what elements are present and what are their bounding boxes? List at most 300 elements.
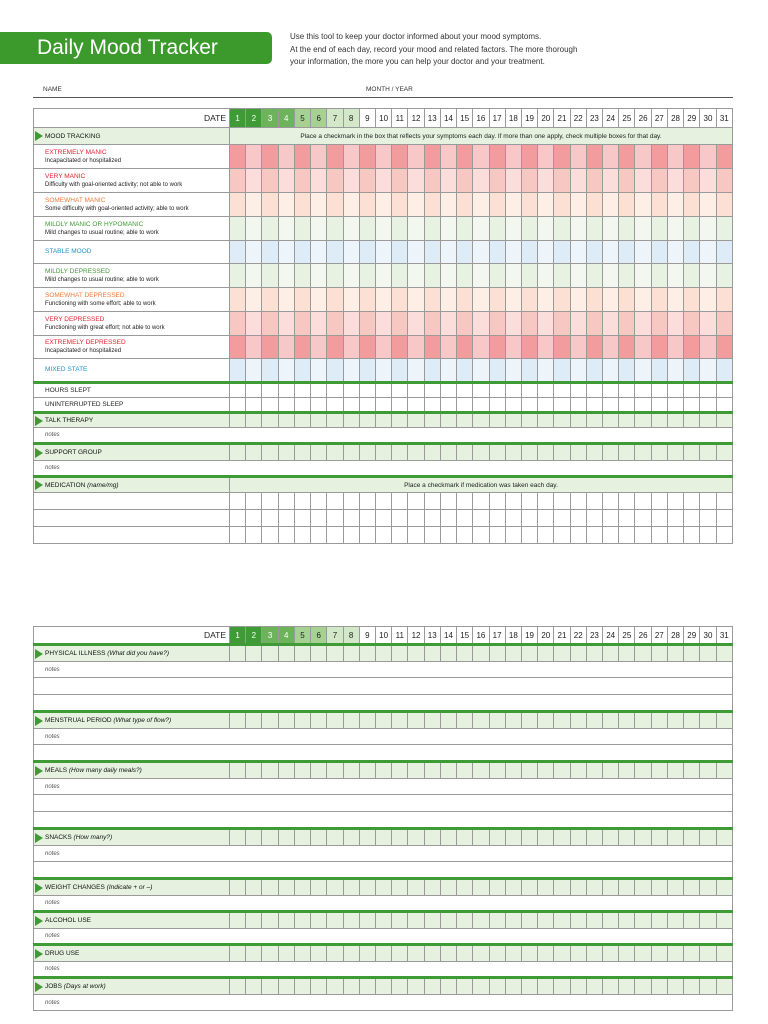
day-checkbox[interactable] xyxy=(521,829,537,846)
day-checkbox[interactable] xyxy=(716,945,732,962)
mood-checkbox[interactable] xyxy=(359,264,375,288)
mood-checkbox[interactable] xyxy=(505,336,521,359)
day-checkbox[interactable] xyxy=(424,879,440,896)
mood-checkbox[interactable] xyxy=(489,264,505,288)
day-checkbox[interactable] xyxy=(392,879,408,896)
day-checkbox[interactable] xyxy=(473,879,489,896)
mood-checkbox[interactable] xyxy=(716,193,732,217)
day-checkbox[interactable] xyxy=(408,493,424,510)
day-checkbox[interactable] xyxy=(521,527,537,544)
day-checkbox[interactable] xyxy=(327,510,343,527)
mood-checkbox[interactable] xyxy=(505,193,521,217)
mood-checkbox[interactable] xyxy=(521,288,537,312)
mood-checkbox[interactable] xyxy=(570,264,586,288)
day-checkbox[interactable] xyxy=(473,493,489,510)
day-checkbox[interactable] xyxy=(278,527,294,544)
day-checkbox[interactable] xyxy=(359,945,375,962)
day-checkbox[interactable] xyxy=(570,413,586,428)
day-checkbox[interactable] xyxy=(327,978,343,995)
day-checkbox[interactable] xyxy=(716,879,732,896)
mood-checkbox[interactable] xyxy=(327,169,343,193)
mood-checkbox[interactable] xyxy=(684,336,700,359)
day-checkbox[interactable] xyxy=(392,829,408,846)
day-checkbox[interactable] xyxy=(684,493,700,510)
mood-checkbox[interactable] xyxy=(392,336,408,359)
mood-checkbox[interactable] xyxy=(586,312,602,336)
mood-checkbox[interactable] xyxy=(473,169,489,193)
day-checkbox[interactable] xyxy=(684,712,700,729)
mood-checkbox[interactable] xyxy=(505,359,521,383)
notes-field[interactable] xyxy=(34,862,733,879)
day-checkbox[interactable] xyxy=(294,978,310,995)
day-checkbox[interactable] xyxy=(294,829,310,846)
mood-checkbox[interactable] xyxy=(359,241,375,264)
day-checkbox[interactable] xyxy=(505,444,521,461)
day-checkbox[interactable] xyxy=(570,510,586,527)
mood-checkbox[interactable] xyxy=(408,359,424,383)
mood-checkbox[interactable] xyxy=(489,217,505,241)
day-checkbox[interactable] xyxy=(262,444,278,461)
day-checkbox[interactable] xyxy=(716,712,732,729)
mood-checkbox[interactable] xyxy=(230,241,246,264)
day-checkbox[interactable] xyxy=(230,383,246,398)
mood-checkbox[interactable] xyxy=(619,217,635,241)
day-checkbox[interactable] xyxy=(392,383,408,398)
mood-checkbox[interactable] xyxy=(586,288,602,312)
mood-checkbox[interactable] xyxy=(294,241,310,264)
mood-checkbox[interactable] xyxy=(457,145,473,169)
day-checkbox[interactable] xyxy=(667,645,683,662)
day-checkbox[interactable] xyxy=(586,912,602,929)
day-checkbox[interactable] xyxy=(538,493,554,510)
day-checkbox[interactable] xyxy=(246,978,262,995)
day-checkbox[interactable] xyxy=(603,645,619,662)
mood-checkbox[interactable] xyxy=(684,312,700,336)
day-checkbox[interactable] xyxy=(343,879,359,896)
day-checkbox[interactable] xyxy=(700,945,716,962)
day-checkbox[interactable] xyxy=(473,444,489,461)
mood-checkbox[interactable] xyxy=(489,241,505,264)
mood-checkbox[interactable] xyxy=(278,217,294,241)
day-checkbox[interactable] xyxy=(651,510,667,527)
day-checkbox[interactable] xyxy=(262,912,278,929)
mood-checkbox[interactable] xyxy=(375,169,391,193)
mood-checkbox[interactable] xyxy=(505,288,521,312)
day-checkbox[interactable] xyxy=(278,645,294,662)
day-checkbox[interactable] xyxy=(375,879,391,896)
day-checkbox[interactable] xyxy=(635,879,651,896)
mood-checkbox[interactable] xyxy=(651,217,667,241)
day-checkbox[interactable] xyxy=(327,493,343,510)
day-checkbox[interactable] xyxy=(538,978,554,995)
day-checkbox[interactable] xyxy=(457,762,473,779)
mood-checkbox[interactable] xyxy=(246,312,262,336)
day-checkbox[interactable] xyxy=(457,510,473,527)
day-checkbox[interactable] xyxy=(440,383,456,398)
day-checkbox[interactable] xyxy=(684,444,700,461)
day-checkbox[interactable] xyxy=(716,444,732,461)
day-checkbox[interactable] xyxy=(311,493,327,510)
mood-checkbox[interactable] xyxy=(278,241,294,264)
mood-checkbox[interactable] xyxy=(359,359,375,383)
day-checkbox[interactable] xyxy=(538,527,554,544)
day-checkbox[interactable] xyxy=(440,945,456,962)
day-checkbox[interactable] xyxy=(408,912,424,929)
mood-checkbox[interactable] xyxy=(586,193,602,217)
day-checkbox[interactable] xyxy=(635,978,651,995)
day-checkbox[interactable] xyxy=(619,762,635,779)
notes-field[interactable]: notes xyxy=(34,662,733,678)
mood-checkbox[interactable] xyxy=(230,288,246,312)
day-checkbox[interactable] xyxy=(651,398,667,413)
mood-checkbox[interactable] xyxy=(294,264,310,288)
day-checkbox[interactable] xyxy=(294,413,310,428)
mood-checkbox[interactable] xyxy=(635,145,651,169)
day-checkbox[interactable] xyxy=(651,444,667,461)
day-checkbox[interactable] xyxy=(684,645,700,662)
mood-checkbox[interactable] xyxy=(375,312,391,336)
mood-checkbox[interactable] xyxy=(603,336,619,359)
mood-checkbox[interactable] xyxy=(521,217,537,241)
mood-checkbox[interactable] xyxy=(716,264,732,288)
day-checkbox[interactable] xyxy=(505,510,521,527)
mood-checkbox[interactable] xyxy=(278,193,294,217)
day-checkbox[interactable] xyxy=(489,829,505,846)
mood-checkbox[interactable] xyxy=(294,169,310,193)
day-checkbox[interactable] xyxy=(619,510,635,527)
day-checkbox[interactable] xyxy=(667,945,683,962)
day-checkbox[interactable] xyxy=(457,398,473,413)
day-checkbox[interactable] xyxy=(424,762,440,779)
day-checkbox[interactable] xyxy=(311,978,327,995)
day-checkbox[interactable] xyxy=(457,879,473,896)
day-checkbox[interactable] xyxy=(635,527,651,544)
day-checkbox[interactable] xyxy=(538,829,554,846)
day-checkbox[interactable] xyxy=(505,712,521,729)
day-checkbox[interactable] xyxy=(538,444,554,461)
day-checkbox[interactable] xyxy=(408,762,424,779)
mood-checkbox[interactable] xyxy=(424,312,440,336)
day-checkbox[interactable] xyxy=(716,493,732,510)
day-checkbox[interactable] xyxy=(392,398,408,413)
mood-checkbox[interactable] xyxy=(440,312,456,336)
day-checkbox[interactable] xyxy=(716,413,732,428)
day-checkbox[interactable] xyxy=(554,712,570,729)
mood-checkbox[interactable] xyxy=(489,145,505,169)
mood-checkbox[interactable] xyxy=(570,217,586,241)
mood-checkbox[interactable] xyxy=(457,264,473,288)
mood-checkbox[interactable] xyxy=(570,359,586,383)
mood-checkbox[interactable] xyxy=(473,264,489,288)
day-checkbox[interactable] xyxy=(538,645,554,662)
mood-checkbox[interactable] xyxy=(440,288,456,312)
day-checkbox[interactable] xyxy=(521,383,537,398)
day-checkbox[interactable] xyxy=(651,762,667,779)
mood-checkbox[interactable] xyxy=(586,264,602,288)
mood-checkbox[interactable] xyxy=(570,193,586,217)
day-checkbox[interactable] xyxy=(311,762,327,779)
day-checkbox[interactable] xyxy=(311,879,327,896)
mood-checkbox[interactable] xyxy=(684,359,700,383)
day-checkbox[interactable] xyxy=(700,712,716,729)
mood-checkbox[interactable] xyxy=(667,264,683,288)
mood-checkbox[interactable] xyxy=(700,288,716,312)
mood-checkbox[interactable] xyxy=(570,312,586,336)
day-checkbox[interactable] xyxy=(294,444,310,461)
day-checkbox[interactable] xyxy=(651,413,667,428)
mood-checkbox[interactable] xyxy=(635,217,651,241)
day-checkbox[interactable] xyxy=(440,444,456,461)
mood-checkbox[interactable] xyxy=(440,336,456,359)
day-checkbox[interactable] xyxy=(375,762,391,779)
day-checkbox[interactable] xyxy=(359,978,375,995)
day-checkbox[interactable] xyxy=(262,829,278,846)
mood-checkbox[interactable] xyxy=(554,336,570,359)
day-checkbox[interactable] xyxy=(457,829,473,846)
mood-checkbox[interactable] xyxy=(343,336,359,359)
day-checkbox[interactable] xyxy=(489,978,505,995)
notes-field[interactable] xyxy=(34,695,733,712)
day-checkbox[interactable] xyxy=(294,762,310,779)
mood-checkbox[interactable] xyxy=(262,217,278,241)
mood-checkbox[interactable] xyxy=(635,193,651,217)
day-checkbox[interactable] xyxy=(473,645,489,662)
day-checkbox[interactable] xyxy=(554,383,570,398)
mood-checkbox[interactable] xyxy=(684,264,700,288)
day-checkbox[interactable] xyxy=(230,712,246,729)
day-checkbox[interactable] xyxy=(246,383,262,398)
mood-checkbox[interactable] xyxy=(440,145,456,169)
day-checkbox[interactable] xyxy=(619,912,635,929)
day-checkbox[interactable] xyxy=(570,383,586,398)
mood-checkbox[interactable] xyxy=(586,359,602,383)
day-checkbox[interactable] xyxy=(635,762,651,779)
mood-checkbox[interactable] xyxy=(392,359,408,383)
day-checkbox[interactable] xyxy=(554,829,570,846)
day-checkbox[interactable] xyxy=(554,912,570,929)
day-checkbox[interactable] xyxy=(667,383,683,398)
day-checkbox[interactable] xyxy=(651,978,667,995)
day-checkbox[interactable] xyxy=(343,978,359,995)
day-checkbox[interactable] xyxy=(440,645,456,662)
day-checkbox[interactable] xyxy=(473,945,489,962)
mood-checkbox[interactable] xyxy=(457,169,473,193)
day-checkbox[interactable] xyxy=(716,978,732,995)
day-checkbox[interactable] xyxy=(667,829,683,846)
mood-checkbox[interactable] xyxy=(570,145,586,169)
day-checkbox[interactable] xyxy=(570,978,586,995)
day-checkbox[interactable] xyxy=(554,945,570,962)
mood-checkbox[interactable] xyxy=(311,193,327,217)
day-checkbox[interactable] xyxy=(586,978,602,995)
mood-checkbox[interactable] xyxy=(619,145,635,169)
day-checkbox[interactable] xyxy=(586,398,602,413)
mood-checkbox[interactable] xyxy=(246,241,262,264)
day-checkbox[interactable] xyxy=(375,829,391,846)
mood-checkbox[interactable] xyxy=(262,359,278,383)
day-checkbox[interactable] xyxy=(262,510,278,527)
mood-checkbox[interactable] xyxy=(440,264,456,288)
day-checkbox[interactable] xyxy=(457,712,473,729)
mood-checkbox[interactable] xyxy=(505,217,521,241)
day-checkbox[interactable] xyxy=(457,444,473,461)
mood-checkbox[interactable] xyxy=(408,241,424,264)
day-checkbox[interactable] xyxy=(603,527,619,544)
day-checkbox[interactable] xyxy=(230,493,246,510)
mood-checkbox[interactable] xyxy=(538,359,554,383)
day-checkbox[interactable] xyxy=(716,398,732,413)
day-checkbox[interactable] xyxy=(230,762,246,779)
day-checkbox[interactable] xyxy=(684,510,700,527)
day-checkbox[interactable] xyxy=(684,912,700,929)
day-checkbox[interactable] xyxy=(667,712,683,729)
day-checkbox[interactable] xyxy=(440,413,456,428)
day-checkbox[interactable] xyxy=(554,762,570,779)
day-checkbox[interactable] xyxy=(294,945,310,962)
mood-checkbox[interactable] xyxy=(246,264,262,288)
day-checkbox[interactable] xyxy=(408,712,424,729)
day-checkbox[interactable] xyxy=(343,645,359,662)
day-checkbox[interactable] xyxy=(570,912,586,929)
day-checkbox[interactable] xyxy=(375,383,391,398)
mood-checkbox[interactable] xyxy=(408,169,424,193)
mood-checkbox[interactable] xyxy=(457,336,473,359)
day-checkbox[interactable] xyxy=(603,398,619,413)
day-checkbox[interactable] xyxy=(311,510,327,527)
day-checkbox[interactable] xyxy=(473,762,489,779)
day-checkbox[interactable] xyxy=(505,762,521,779)
day-checkbox[interactable] xyxy=(651,712,667,729)
mood-checkbox[interactable] xyxy=(327,193,343,217)
mood-checkbox[interactable] xyxy=(230,359,246,383)
day-checkbox[interactable] xyxy=(230,510,246,527)
mood-checkbox[interactable] xyxy=(294,312,310,336)
day-checkbox[interactable] xyxy=(570,444,586,461)
notes-field[interactable]: notes xyxy=(34,962,733,978)
mood-checkbox[interactable] xyxy=(311,359,327,383)
mood-checkbox[interactable] xyxy=(538,241,554,264)
mood-checkbox[interactable] xyxy=(570,169,586,193)
mood-checkbox[interactable] xyxy=(619,288,635,312)
mood-checkbox[interactable] xyxy=(603,217,619,241)
day-checkbox[interactable] xyxy=(424,912,440,929)
day-checkbox[interactable] xyxy=(359,879,375,896)
mood-checkbox[interactable] xyxy=(278,264,294,288)
day-checkbox[interactable] xyxy=(603,493,619,510)
day-checkbox[interactable] xyxy=(570,398,586,413)
day-checkbox[interactable] xyxy=(424,398,440,413)
day-checkbox[interactable] xyxy=(343,413,359,428)
mood-checkbox[interactable] xyxy=(505,145,521,169)
day-checkbox[interactable] xyxy=(651,493,667,510)
day-checkbox[interactable] xyxy=(262,978,278,995)
mood-checkbox[interactable] xyxy=(246,336,262,359)
day-checkbox[interactable] xyxy=(603,912,619,929)
day-checkbox[interactable] xyxy=(635,398,651,413)
notes-field[interactable]: notes xyxy=(34,896,733,912)
day-checkbox[interactable] xyxy=(457,383,473,398)
day-checkbox[interactable] xyxy=(521,398,537,413)
day-checkbox[interactable] xyxy=(246,645,262,662)
mood-checkbox[interactable] xyxy=(408,312,424,336)
day-checkbox[interactable] xyxy=(521,978,537,995)
day-checkbox[interactable] xyxy=(619,527,635,544)
mood-checkbox[interactable] xyxy=(554,264,570,288)
day-checkbox[interactable] xyxy=(408,978,424,995)
mood-checkbox[interactable] xyxy=(343,169,359,193)
day-checkbox[interactable] xyxy=(489,510,505,527)
notes-field[interactable]: notes xyxy=(34,779,733,795)
day-checkbox[interactable] xyxy=(700,413,716,428)
day-checkbox[interactable] xyxy=(538,762,554,779)
day-checkbox[interactable] xyxy=(359,444,375,461)
day-checkbox[interactable] xyxy=(489,493,505,510)
day-checkbox[interactable] xyxy=(457,493,473,510)
day-checkbox[interactable] xyxy=(684,978,700,995)
mood-checkbox[interactable] xyxy=(424,145,440,169)
day-checkbox[interactable] xyxy=(230,413,246,428)
mood-checkbox[interactable] xyxy=(716,241,732,264)
day-checkbox[interactable] xyxy=(635,912,651,929)
mood-checkbox[interactable] xyxy=(262,241,278,264)
mood-checkbox[interactable] xyxy=(667,169,683,193)
mood-checkbox[interactable] xyxy=(538,288,554,312)
mood-checkbox[interactable] xyxy=(505,264,521,288)
day-checkbox[interactable] xyxy=(311,912,327,929)
mood-checkbox[interactable] xyxy=(684,288,700,312)
day-checkbox[interactable] xyxy=(359,510,375,527)
mood-checkbox[interactable] xyxy=(246,288,262,312)
day-checkbox[interactable] xyxy=(230,879,246,896)
mood-checkbox[interactable] xyxy=(700,264,716,288)
mood-checkbox[interactable] xyxy=(408,217,424,241)
mood-checkbox[interactable] xyxy=(667,241,683,264)
day-checkbox[interactable] xyxy=(440,829,456,846)
mood-checkbox[interactable] xyxy=(667,288,683,312)
day-checkbox[interactable] xyxy=(570,493,586,510)
mood-checkbox[interactable] xyxy=(343,241,359,264)
day-checkbox[interactable] xyxy=(473,510,489,527)
day-checkbox[interactable] xyxy=(311,444,327,461)
day-checkbox[interactable] xyxy=(635,945,651,962)
day-checkbox[interactable] xyxy=(667,444,683,461)
day-checkbox[interactable] xyxy=(408,945,424,962)
mood-checkbox[interactable] xyxy=(716,312,732,336)
day-checkbox[interactable] xyxy=(619,493,635,510)
day-checkbox[interactable] xyxy=(554,978,570,995)
day-checkbox[interactable] xyxy=(392,493,408,510)
mood-checkbox[interactable] xyxy=(651,336,667,359)
mood-checkbox[interactable] xyxy=(716,359,732,383)
day-checkbox[interactable] xyxy=(473,398,489,413)
mood-checkbox[interactable] xyxy=(408,193,424,217)
notes-field[interactable] xyxy=(34,678,733,695)
day-checkbox[interactable] xyxy=(359,912,375,929)
mood-checkbox[interactable] xyxy=(375,241,391,264)
mood-checkbox[interactable] xyxy=(457,288,473,312)
day-checkbox[interactable] xyxy=(359,527,375,544)
mood-checkbox[interactable] xyxy=(230,312,246,336)
mood-checkbox[interactable] xyxy=(554,193,570,217)
day-checkbox[interactable] xyxy=(440,762,456,779)
mood-checkbox[interactable] xyxy=(375,217,391,241)
mood-checkbox[interactable] xyxy=(359,312,375,336)
day-checkbox[interactable] xyxy=(635,829,651,846)
medication-row-label[interactable] xyxy=(34,493,230,510)
day-checkbox[interactable] xyxy=(570,762,586,779)
day-checkbox[interactable] xyxy=(473,912,489,929)
day-checkbox[interactable] xyxy=(473,413,489,428)
